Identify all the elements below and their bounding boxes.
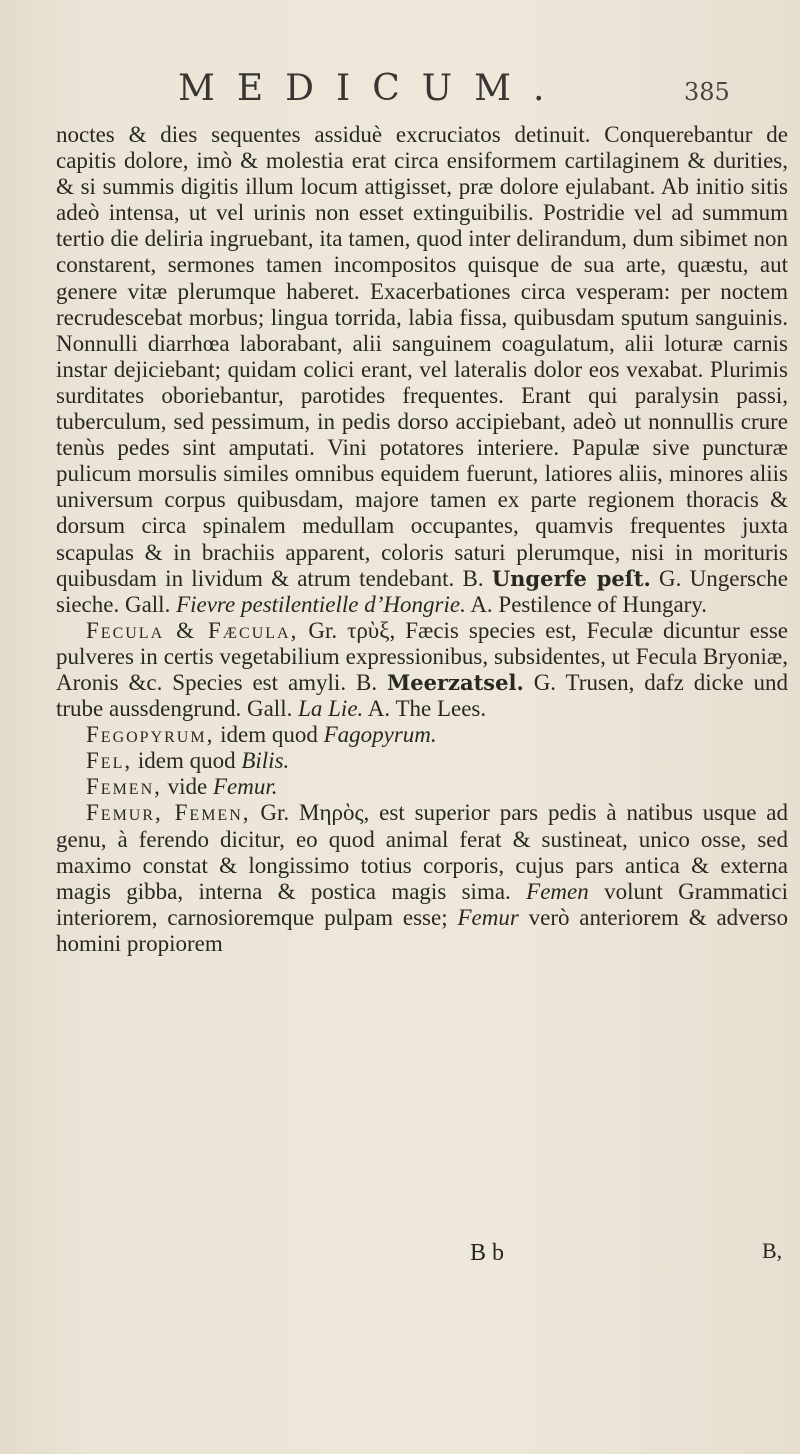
italic-term: Femen	[526, 878, 589, 904]
running-title: MEDICUM.	[178, 68, 567, 109]
cross-reference: Femur.	[212, 774, 278, 800]
entry-definition: idem quod	[220, 722, 318, 748]
entry-definition: verò anteriorem & adverso homini propiorem	[56, 904, 788, 956]
entry-definition: Gr. Μηρὸς, est superior pars pedis à natibus usque ad genu, à ferendo dicitur, eo quod animal ferat & sustineat, unico osse, sed maximo constat & longissimo totius corporis, cujus pars antica & externa magis gibba, interna & postica magis sima.	[56, 800, 788, 904]
text-segment: G. Ungersche sieche. Gall.	[56, 565, 788, 617]
body-text	[56, 122, 788, 957]
entry-definition: volunt Grammatici interiorem, carnosioremque pulpam esse;	[56, 878, 789, 930]
entry-headword: Fecula & Fæcula,	[86, 617, 299, 643]
italic-term: Femur	[457, 904, 519, 930]
cross-reference: Fagopyrum.	[323, 722, 437, 748]
french-term: La Lie.	[298, 696, 364, 722]
entry-headword: Femen,	[86, 774, 162, 800]
entry-fel	[56, 748, 788, 774]
entry-definition: A. The Lees.	[367, 696, 487, 722]
paragraph-plague	[56, 122, 788, 618]
signature-mark: B b	[470, 1240, 505, 1266]
entry-definition: vide	[167, 774, 208, 800]
entry-definition: G. Trusen, dafz dicke und trube aussdengrund. Gall.	[56, 669, 789, 722]
entry-femen	[56, 774, 788, 800]
entry-fecula	[56, 618, 788, 722]
entry-definition: Gr. τρὺξ, Fæcis species est, Feculæ dicuntur esse pulveres in certis vegetabilium expressionibus, subsidentes, ut Fecula Bryoniæ, Aronis &c. Species est amyli. B.	[56, 617, 788, 695]
cross-reference: Bilis.	[241, 748, 290, 774]
catchword: B,	[762, 1238, 783, 1263]
french-term: Fievre pestilentielle d’Hongrie.	[176, 591, 466, 617]
entry-definition: idem quod	[137, 748, 236, 774]
page-header	[0, 68, 800, 118]
german-term: Meerzatsel.	[387, 669, 524, 695]
entry-headword: Fegopyrum,	[86, 722, 215, 748]
entry-femur	[56, 800, 788, 957]
text-segment: noctes & dies sequentes assiduè excruciatos detinuit. Conquerebantur de capitis dolore, imò & molestia erat circa ensiformem cartilaginem & durities, & si summis digitis illum locum attigisset, præ dolore ejulabant. Ab initio sitis adeò intensa, ut vel urinis non esset extinguibilis. Postridie vel ad summum tertio die deliria ingruebant, ita tamen, quod inter delirandum, dum sibimet non constarent, sermones tamen incompositos quisque de sua arte, quæstu, aut genere vitæ plerumque haberet. Exacerbationes circa vesperam: per noctem recrudescebat morbus; lingua torrida, labia fissa, quibusdam sputum sanguinis. Nonnulli diarrhœa laborabant, alii sanguinem coagulatum, alii loturæ carnis instar dejiciebant; quidam colici erant, vel lateralis dolor eos vexabat. Plurimis surditates oboriebantur, parotides frequentes. Erant qui paralysin passi, tuberculum, sed pessimum, in pedis dorso accipiebant, adeò ut nonnullis crure tenùs pedes sint amputati. Vini potatores interiere. Papulæ sive puncturæ pulicum morsulis similes omnibus equidem fuerunt, latiores aliis, minores aliis universum corpus quibusdam, majore tamen ex parte regionem thoracis & dorsum circa spinalem medullam occupantes, quamvis frequentes juxta scapulas & in brachiis apparent, coloris saturi plerumque, nisi in morituris quibusdam in lividum & atrum tendebant. B.	[56, 122, 788, 591]
german-term: Ungerfe peſt.	[491, 565, 651, 591]
entry-headword: Femur, Femen,	[86, 800, 251, 826]
entry-headword: Fel,	[86, 748, 133, 774]
entry-fegopyrum	[56, 722, 788, 748]
page-number: 385	[684, 78, 730, 106]
text-segment: A. Pestilence of Hungary.	[470, 591, 708, 617]
